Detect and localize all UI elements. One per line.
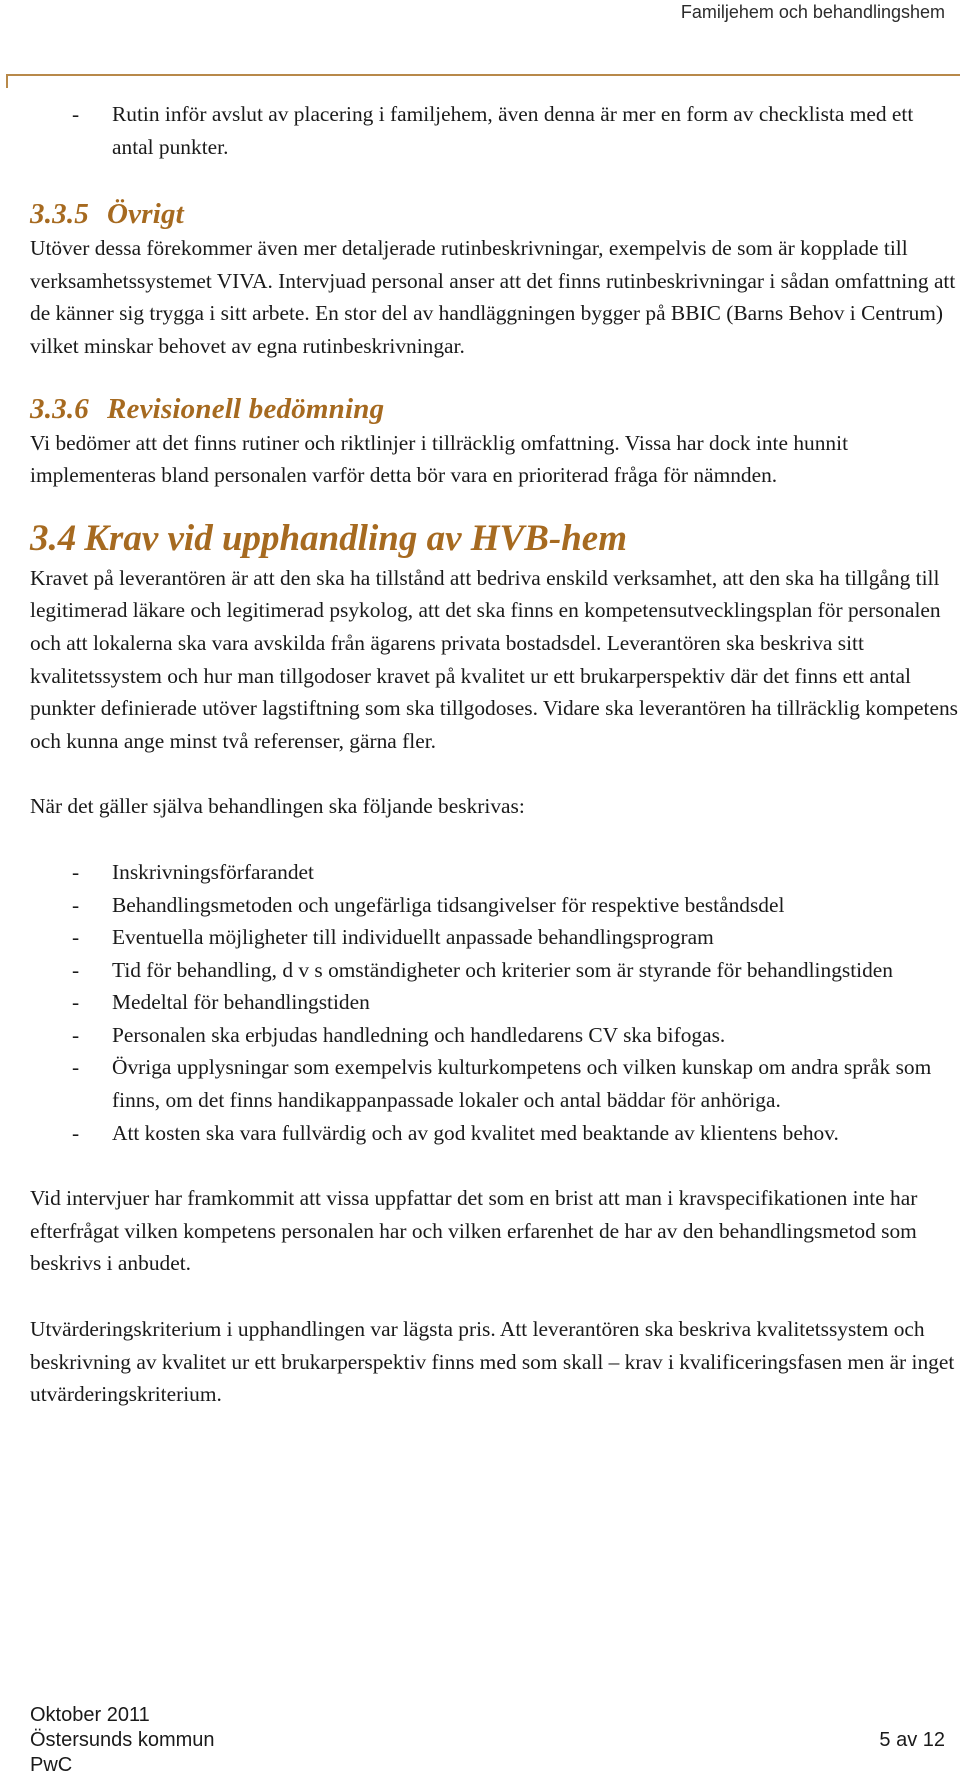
section-body-34: Kravet på leverantören är att den ska ha tillstånd att bedriva enskild verksamhet, att den ska ha tillgång till legitimerad läkare och legitimerad psykolog, att det ska finns en kompetensutvecklingsplan för personalen och att lokalerna ska vara avskilda från ägarens privata bostadsdel. Leverantören ska beskriva sitt kvalitetssystem och hur man tillgodoser kravet på kvalitet ur ett brukarperspektiv där det finns ett antal punkter definierade utöver lagstiftning som ska tillgodoses. Vidare ska leverantören ha tillräcklig kompetens och kunna ange minst två referenser, gärna fler. — [30, 565, 958, 753]
page-footer — [30, 1703, 945, 1778]
list-item: - Övriga upplysningar som exempelvis kulturkompetens och vilken kunskap om andra språk som finns, om det finns handikappanpassade lokaler och antal bäddar för anhöriga. — [30, 1051, 960, 1116]
list-item: - Personalen ska erbjudas handledning och handledarens CV ska bifogas. — [30, 1019, 960, 1052]
list-item: - Eventuella möjligheter till individuellt anpassade behandlingsprogram — [30, 921, 960, 954]
footer-firm: PwC — [30, 1754, 73, 1776]
list-item: - Tid för behandling, d v s omständigheter och kriterier som är styrande för behandlingstiden — [30, 954, 960, 987]
list-item: - Inskrivningsförfarandet — [30, 856, 960, 889]
header-rule — [6, 74, 960, 76]
footer-organization: Östersunds kommun — [30, 1729, 215, 1751]
header-rule-tick — [6, 74, 8, 88]
list-item: - Att kosten ska vara fullvärdig och av god kvalitet med beaktande av klientens behov. — [30, 1117, 960, 1150]
list-dash: - — [72, 892, 80, 917]
list-dash: - — [72, 925, 80, 950]
list-item: - Medeltal för behandlingstiden — [30, 986, 960, 1019]
list-dash: - — [72, 1022, 80, 1047]
list-dash: - — [72, 990, 80, 1015]
treatment-intro: När det gäller själva behandlingen ska följande beskrivas: — [30, 794, 525, 819]
treatment-list — [30, 856, 960, 1149]
interview-findings: Vid intervjuer har framkommit att vissa uppfattar det som en brist att man i kravspecifikationen inte har efterfrågat vilken kompetens personalen har och vilken erfarenhet de har av den behandlingsmetod som beskrivs i anbudet. — [30, 1186, 918, 1276]
page-number: 5 av 12 — [879, 1729, 945, 1751]
section-heading-336: 3.3.6 Revisionell bedömning — [30, 392, 385, 425]
section-body-336: Vi bedömer att det finns rutiner och riktlinjer i tillräcklig omfattning. Vissa har dock inte hunnit implementeras bland personalen varför detta bör vara en prioriterad fråga för nämnden. — [30, 430, 849, 488]
footer-date: Oktober 2011 — [30, 1704, 150, 1726]
running-header: Familjehem och behandlingshem — [680, 2, 945, 22]
list-item: - Rutin inför avslut av placering i familjehem, även denna är mer en form av checklista med ett antal punkter. — [30, 98, 960, 163]
list-dash: - — [72, 859, 80, 884]
list-dash: - — [72, 1120, 80, 1145]
list-dash: - — [72, 102, 80, 126]
list-item: - Behandlingsmetoden och ungefärliga tidsangivelser för respektive beståndsdel — [30, 889, 960, 922]
section-heading-335: 3.3.5 Övrigt — [30, 198, 184, 231]
continued-list — [30, 98, 960, 163]
list-dash: - — [72, 957, 80, 982]
section-body-335: Utöver dessa förekommer även mer detaljerade rutinbeskrivningar, exempelvis de som är kopplade till verksamhetssystemet VIVA. Intervjuad personal anser att det finns rutinbeskrivningar i sådan omfattning att de känner sig trygga i sitt arbete. En stor del av handläggningen bygger på BBIC (Barns Behov i Centrum) vilket minskar behovet av egna rutinbeskrivningar. — [30, 236, 956, 358]
evaluation-criterion: Utvärderingskriterium i upphandlingen var lägsta pris. Att leverantören ska beskriva kvalitetssystem och beskrivning av kvalitet ur ett brukarperspektiv finns med som skall – krav i kvalificeringsfasen men är inget utvärderingskriterium. — [30, 1317, 955, 1407]
section-heading-34: 3.4 Krav vid upphandling av HVB-hem — [30, 517, 627, 559]
document-body — [30, 98, 960, 1411]
list-dash: - — [72, 1055, 80, 1080]
